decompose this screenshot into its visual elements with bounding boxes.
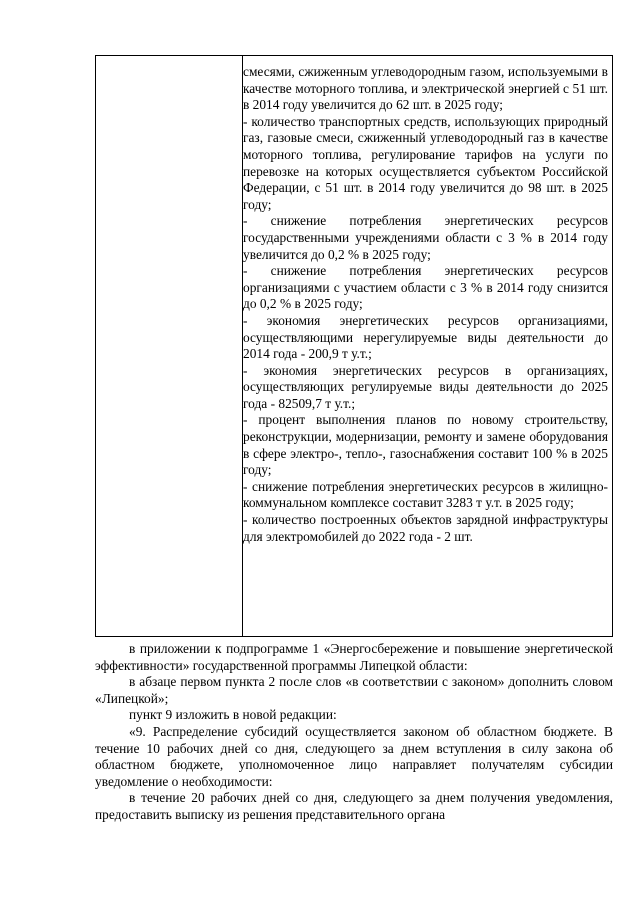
table-left-cell bbox=[96, 56, 243, 636]
table-paragraph: - экономия энергетических ресурсов организациями, осуществляющими нерегулируемые виды деятельности до 2014 года - 200,9 т у.т.; bbox=[243, 312, 608, 362]
body-paragraph: «9. Распределение субсидий осуществляется законом об областном бюджете. В течение 10 рабочих дней со дня, следующего за днем вступления в силу закона об областном бюджете, уполномоченное лицо направляет получателям субсидии уведомление о необходимости: bbox=[95, 723, 613, 789]
body-paragraph: в течение 20 рабочих дней со дня, следующего за днем получения уведомления, предоставить выписку из решения представительного органа bbox=[95, 790, 613, 822]
indicators-table bbox=[95, 55, 613, 637]
body-paragraph: пункт 9 изложить в новой редакции: bbox=[129, 707, 337, 723]
table-paragraph: - снижение потребления энергетических ресурсов государственными учреждениями области с 3 % в 2014 году увеличится до 0,2 % в 2025 году; bbox=[243, 213, 608, 262]
table-paragraph: - количество транспортных средств, использующих природный газ, газовые смеси, сжиженный углеводородный газ в качестве моторного топлива, регулирование тарифов на услуги по перевозке на которых осуществляется субъектом Российской Федерации, с 51 шт. в 2014 году увеличится до 98 шт. в 2025 году; bbox=[243, 113, 608, 212]
body-paragraph: в приложении к подпрограмме 1 «Энергосбережение и повышение энергетической эффективности» государственной программы Липецкой области: bbox=[95, 641, 613, 673]
table-paragraph: - количество построенных объектов зарядной инфраструктуры для электромобилей до 2022 года - 2 шт. bbox=[243, 512, 608, 544]
document-body bbox=[95, 641, 613, 824]
table-paragraph: - процент выполнения планов по новому строительству, реконструкции, модернизации, ремонту и замене оборудования в сфере электро-, тепло-, газоснабжения составит 100 % в 2025 году; bbox=[243, 412, 608, 478]
table-paragraph: смесями, сжиженным углеводородным газом, используемыми в качестве моторного топлива, и электрической энергией с 51 шт. в 2014 году увеличится до 62 шт. в 2025 году; bbox=[243, 64, 608, 113]
table-paragraph: - снижение потребления энергетических ресурсов организациями с участием области с 3 % в 2014 году снизится до 0,2 % в 2025 году; bbox=[243, 263, 608, 312]
table-paragraph: - снижение потребления энергетических ресурсов в жилищно-коммунальном комплексе составит 3283 т у.т. в 2025 году; bbox=[243, 478, 608, 511]
body-paragraph: в абзаце первом пункта 2 после слов «в соответствии с законом» дополнить словом «Липецкой»; bbox=[95, 674, 613, 706]
table-paragraph: - экономия энергетических ресурсов в организациях, осуществляющих регулируемые виды деятельности до 2025 года - 82509,7 т у.т.; bbox=[243, 362, 608, 411]
table-right-cell bbox=[243, 64, 608, 545]
